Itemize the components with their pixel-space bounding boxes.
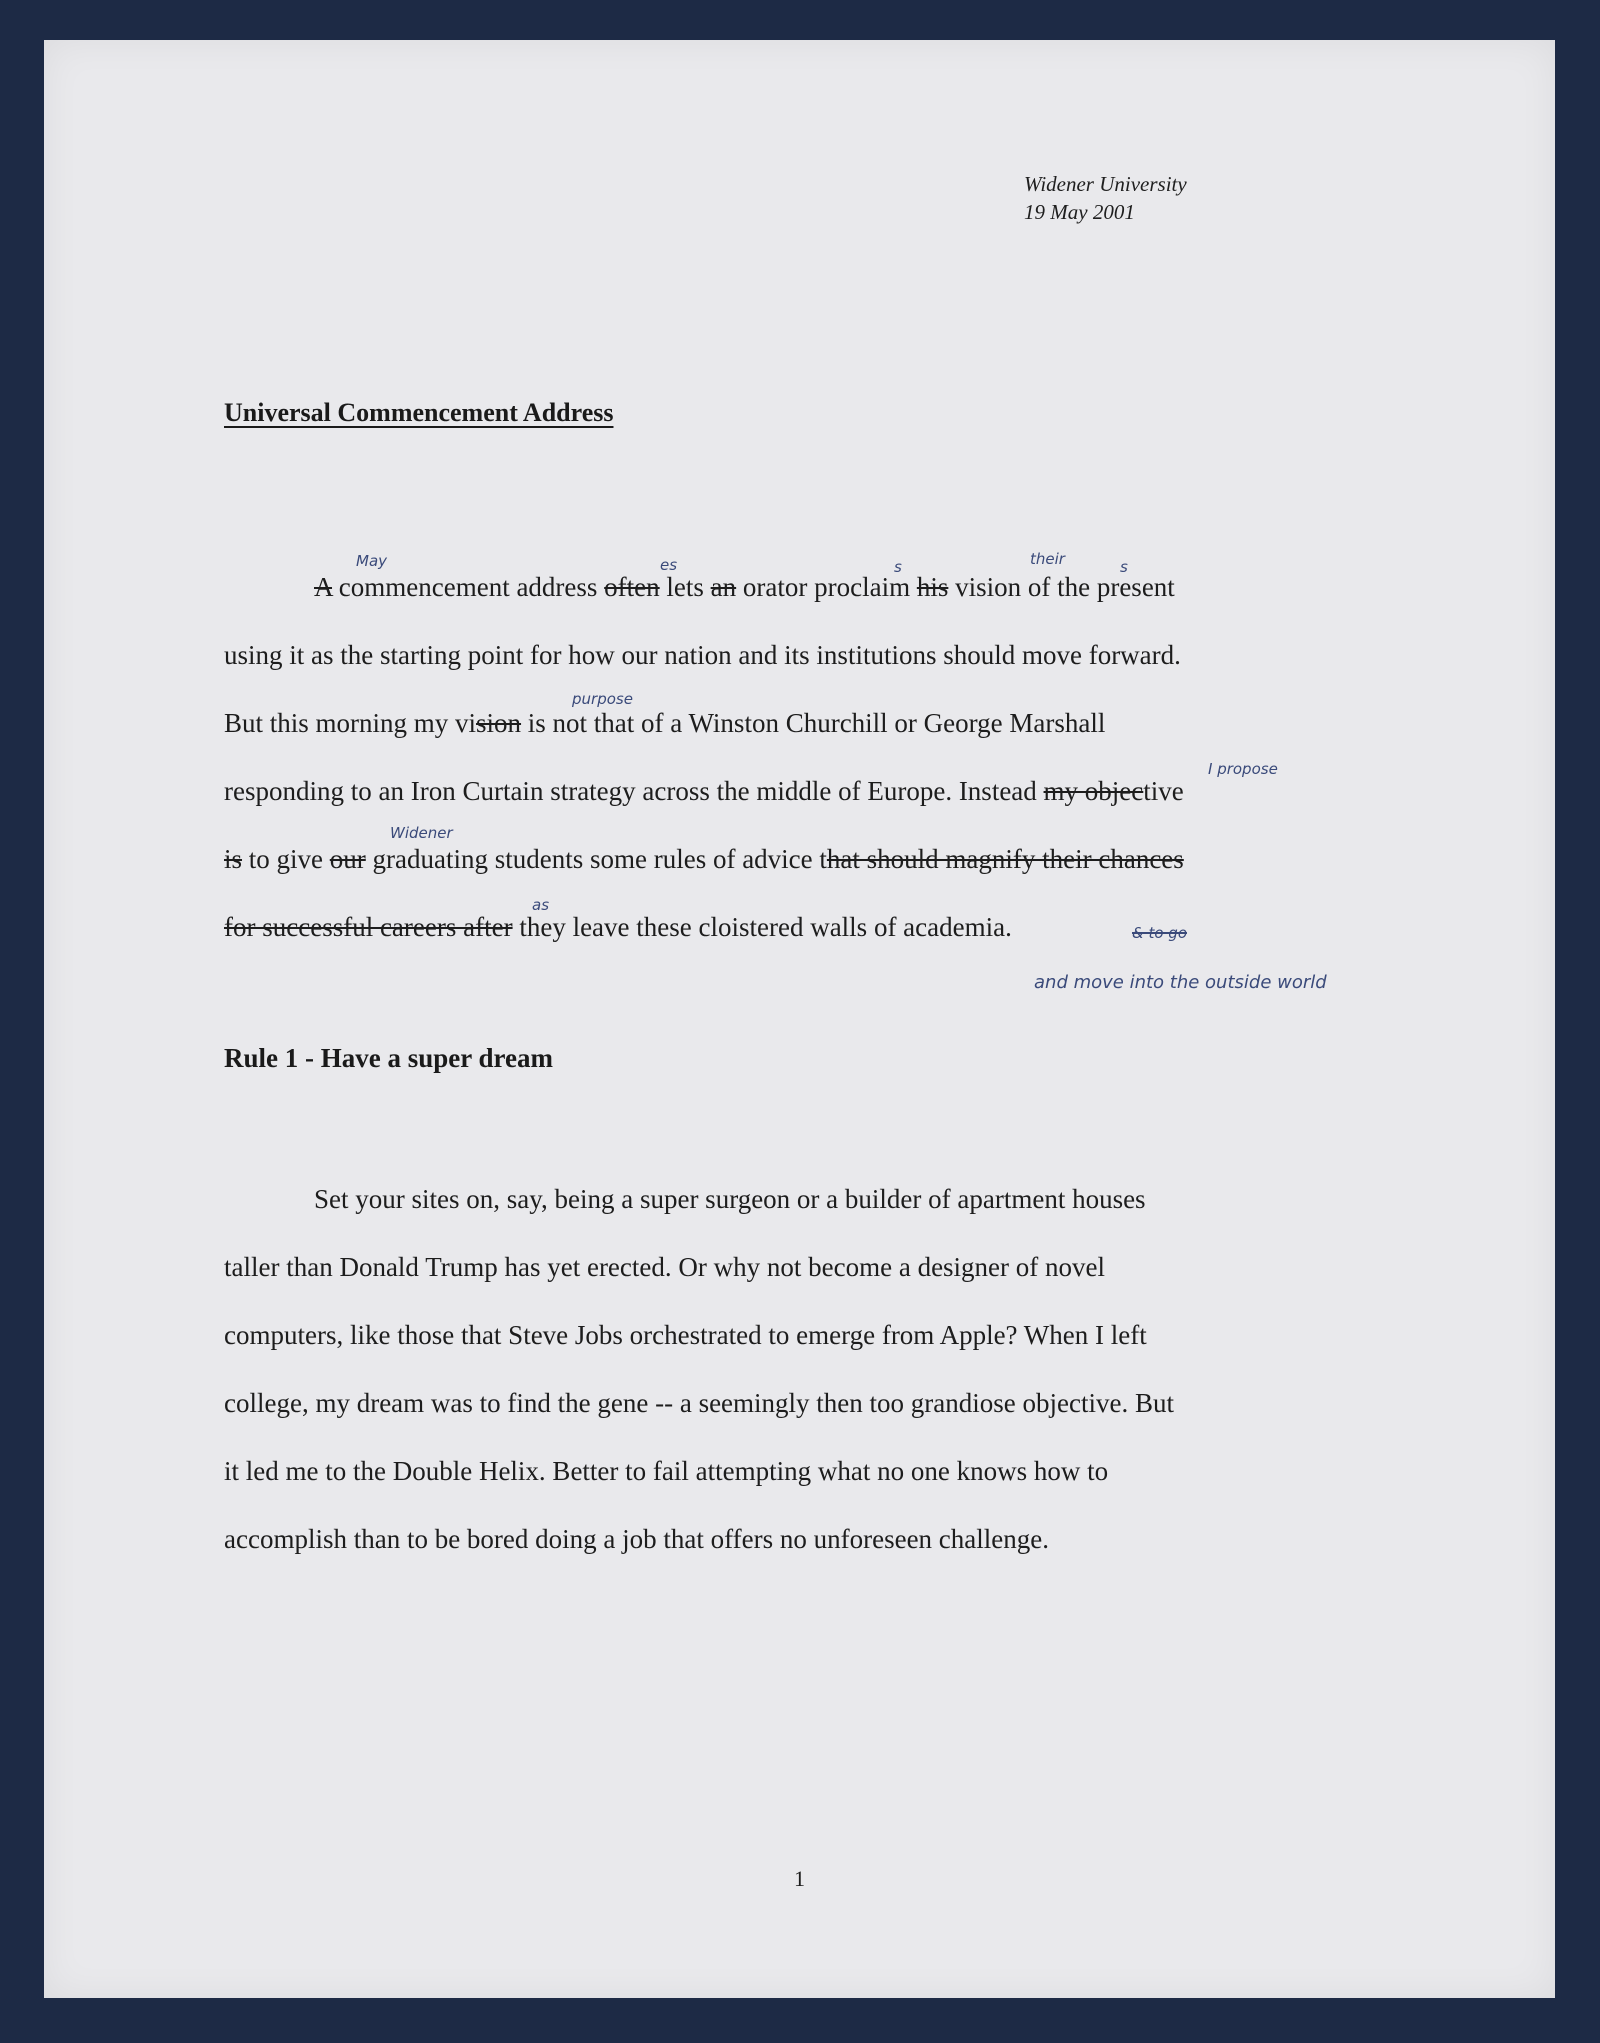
text-segment: orator proclaim bbox=[736, 572, 917, 602]
intro-line-1 bbox=[314, 572, 1175, 603]
document-page bbox=[44, 40, 1555, 1998]
intro-line-4 bbox=[224, 776, 1184, 807]
rule-1-line-4: college, my dream was to find the gene -- a seemingly then too grandiose objective. But bbox=[224, 1388, 1174, 1418]
handwritten-note-their: their bbox=[1030, 550, 1065, 568]
struck-word: for successful careers after bbox=[224, 912, 513, 942]
struck-word: is bbox=[224, 844, 243, 874]
struck-word: my objec bbox=[1043, 776, 1144, 806]
page-number: 1 bbox=[794, 1866, 805, 1891]
text-segment: commencement address bbox=[332, 572, 605, 602]
rule-1-line-6: accomplish than to be bored doing a job that offers no unforeseen challenge. bbox=[224, 1524, 1049, 1554]
rule-1-line-3: computers, like those that Steve Jobs orchestrated to emerge from Apple? When I left bbox=[224, 1320, 1147, 1350]
handwritten-note-outside-world: and move into the outside world bbox=[1034, 972, 1327, 993]
text-segment: graduating students some rules of advice t bbox=[365, 844, 827, 874]
struck-word: an bbox=[710, 572, 737, 602]
rule-1-line-5: it led me to the Double Helix. Better to fail attempting what no one knows how to bbox=[224, 1456, 1109, 1486]
handwritten-note-s2: s bbox=[1120, 558, 1128, 576]
document-header bbox=[1024, 170, 1187, 226]
rule-1-line-1: Set your sites on, say, being a super surgeon or a builder of apartment houses bbox=[314, 1184, 1146, 1214]
text-segment: they leave these cloistered walls of academia. bbox=[512, 912, 1012, 942]
text-segment: to give bbox=[242, 844, 330, 874]
text-segment: tive bbox=[1143, 776, 1184, 806]
handwritten-note-may: May bbox=[356, 552, 388, 570]
handwritten-note-widener: Widener bbox=[390, 824, 453, 842]
institution-name: Widener University bbox=[1024, 172, 1187, 196]
struck-word: our bbox=[329, 844, 366, 874]
text-segment: responding to an Iron Curtain strategy across the middle of Europe. Instead bbox=[224, 776, 1044, 806]
handwritten-note-i-propose: I propose bbox=[1208, 760, 1278, 778]
intro-line-2: using it as the starting point for how our nation and its institutions should move forward. bbox=[224, 640, 1181, 670]
intro-line-6 bbox=[224, 912, 1012, 943]
struck-word: his bbox=[916, 572, 949, 602]
handwritten-note-as: as bbox=[532, 896, 550, 914]
address-date: 19 May 2001 bbox=[1024, 200, 1135, 224]
intro-line-5 bbox=[224, 844, 1184, 875]
handwritten-note-s1: s bbox=[894, 558, 902, 576]
text-segment: But this morning my vi bbox=[224, 708, 477, 738]
rule-1-heading: Rule 1 - Have a super dream bbox=[224, 1043, 553, 1073]
struck-word: often bbox=[604, 572, 660, 602]
text-segment: is not that of a Winston Churchill or George Marshall bbox=[521, 708, 1106, 738]
handwritten-note-purpose: purpose bbox=[572, 690, 633, 708]
struck-word: A bbox=[314, 572, 333, 602]
text-segment: vision of the present bbox=[948, 572, 1175, 602]
rule-1-line-2: taller than Donald Trump has yet erected. Or why not become a designer of novel bbox=[224, 1252, 1106, 1282]
handwritten-deletion: & to go bbox=[1132, 924, 1187, 942]
text-segment: lets bbox=[659, 572, 711, 602]
handwritten-note-es: es bbox=[660, 556, 678, 574]
struck-word: hat should magnify their chances bbox=[826, 844, 1184, 874]
intro-line-3 bbox=[224, 708, 1105, 739]
struck-word: sion bbox=[476, 708, 522, 738]
page-title: Universal Commencement Address bbox=[224, 398, 614, 427]
